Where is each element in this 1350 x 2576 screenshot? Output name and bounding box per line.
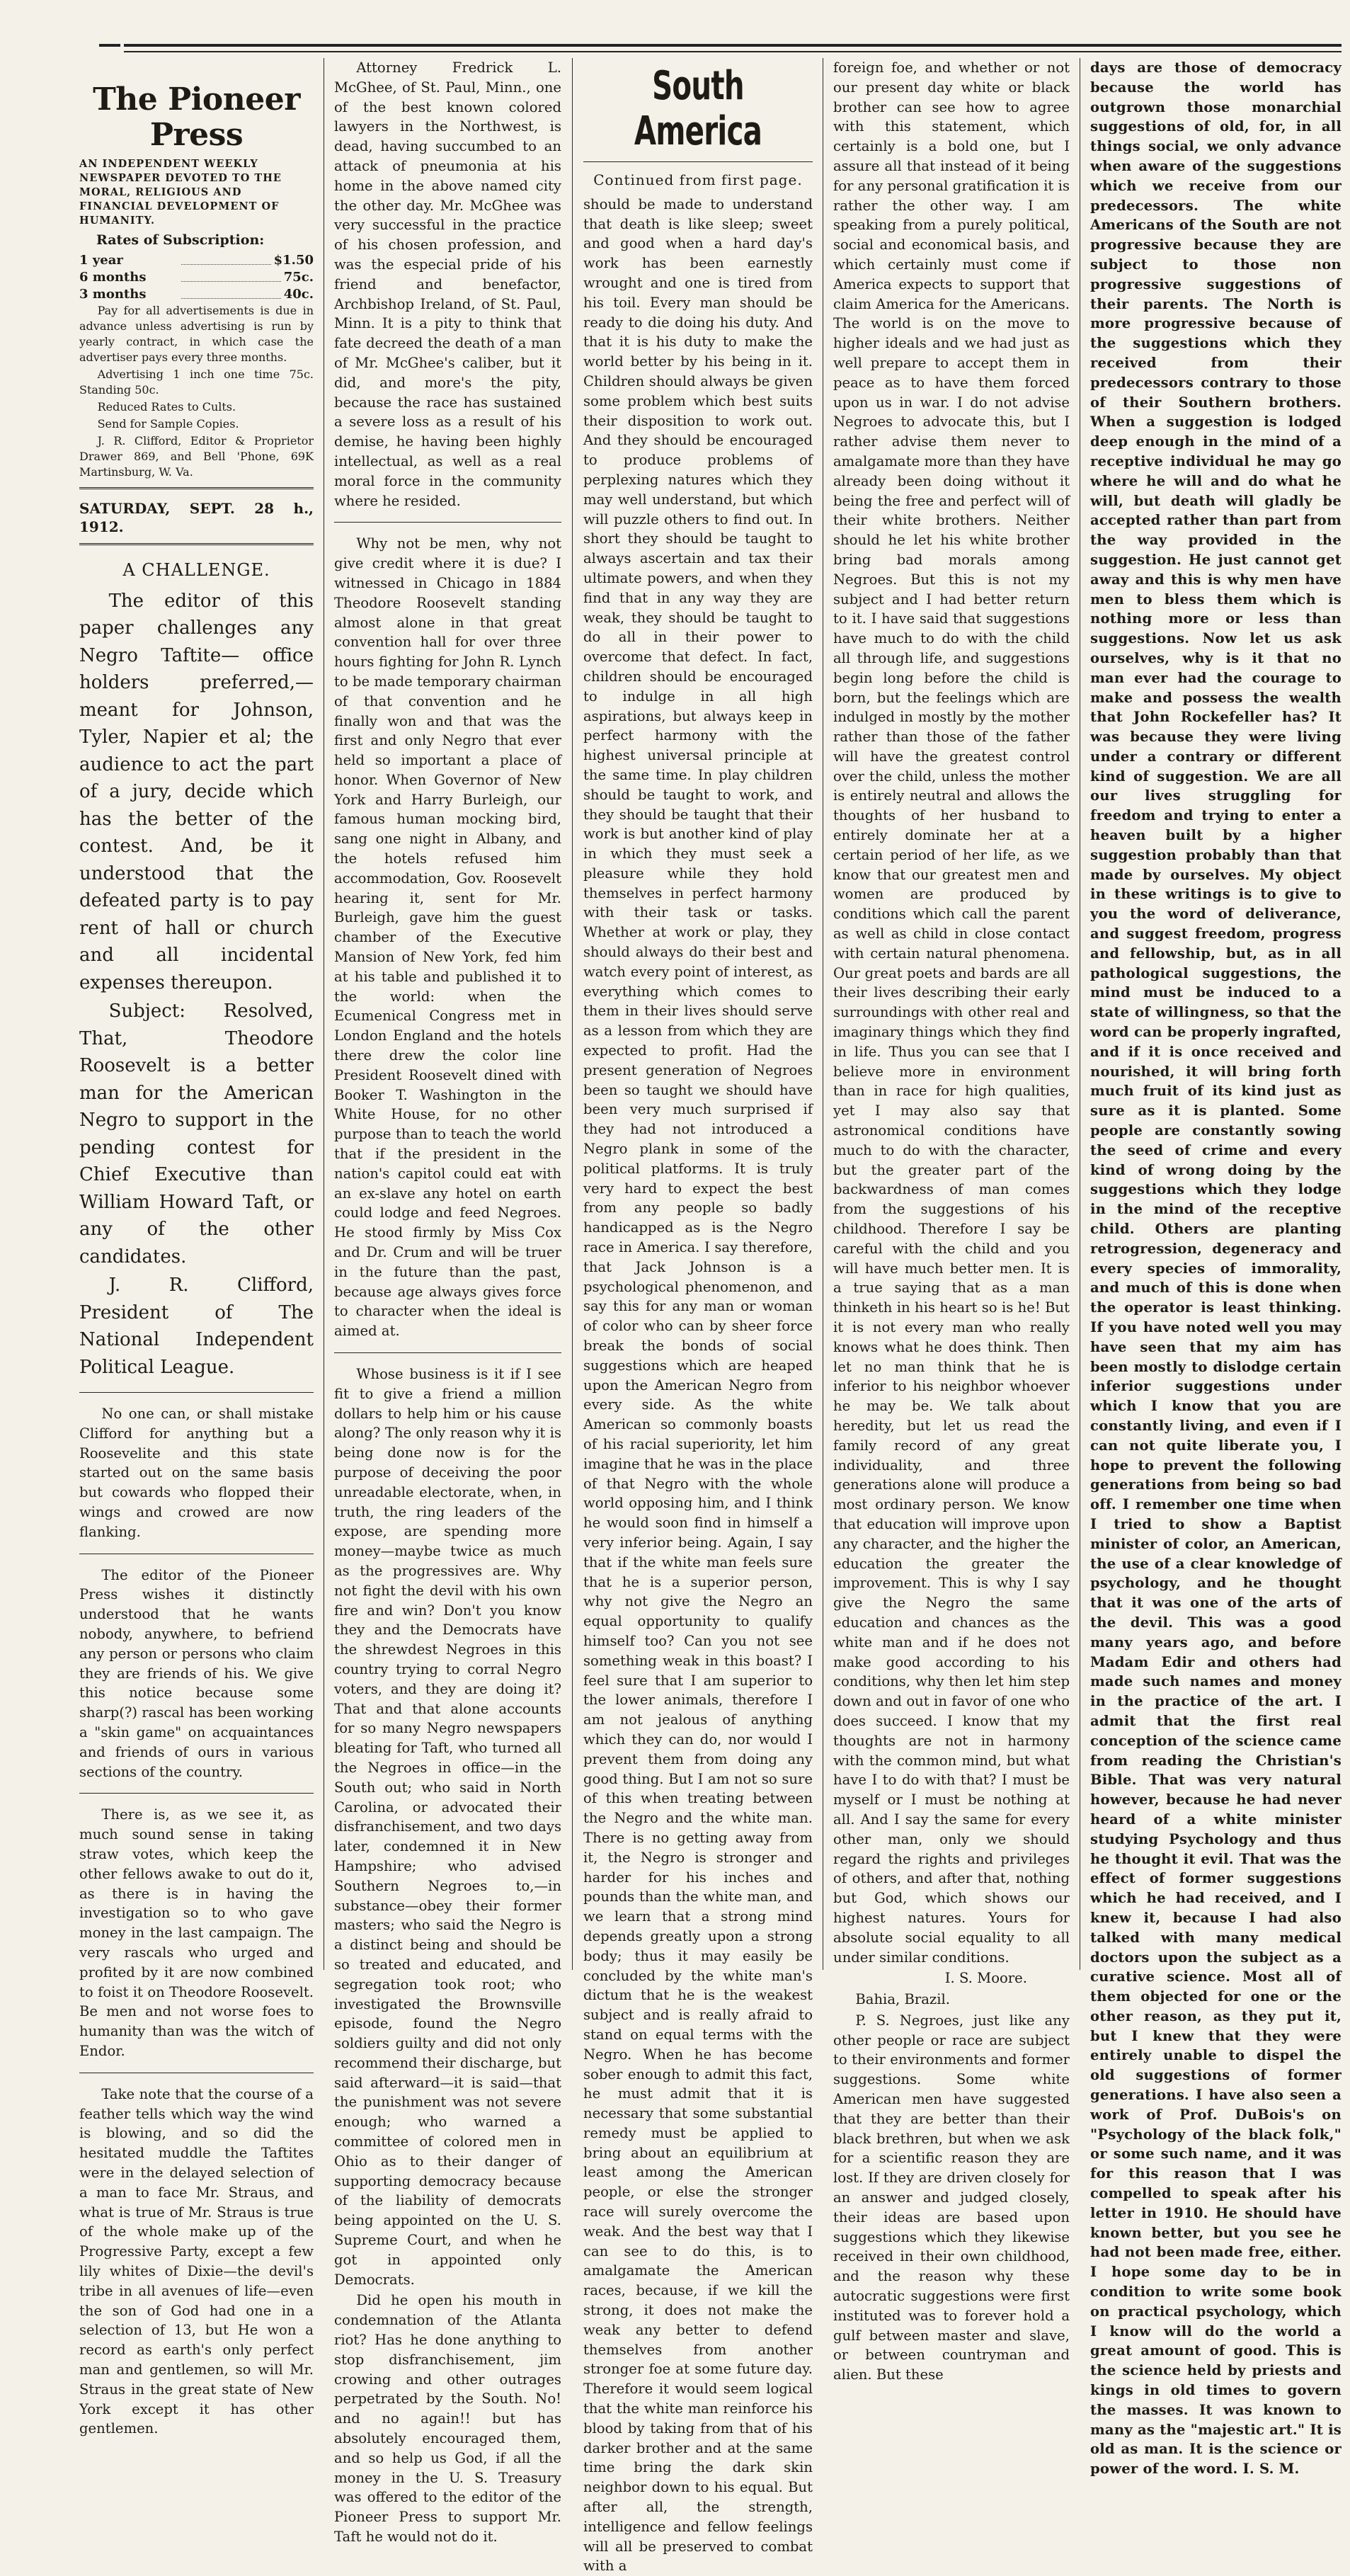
divider (583, 161, 813, 162)
divider (79, 487, 314, 492)
article-paragraph: The editor of the Pioneer Press wishes it distinctly understood that he wants nobody, anywhere, to befriend any person or persons who claim they are friends of his. We give this notice because some sharp(?) rascal has been working a "skin game" on acquaintances and friends of ours in various sections of the country. (79, 1566, 314, 1780)
column-5 (1082, 58, 1350, 2478)
challenge-paragraph: The editor of this paper challenges any Negro Taftite— office holders preferred,—meant for Johnson, Tyler, Napier et al; the audience to act the part of a jury, decide which has the better of the contest. And, be it understood that the defeated party is to pay rent of hall or church and all incidental expenses thereupon. (79, 590, 314, 993)
rate-row: 6 months 75c. (79, 269, 314, 285)
rate-row: 3 months 40c. (79, 286, 314, 302)
column-3 (575, 58, 821, 2575)
masthead-title: The Pioneer Press (93, 81, 300, 153)
article-paragraph: Attorney Fredrick L. McGhee, of St. Paul, Minn., one of the best known colored lawyers in the Northwest, is dead, having succumbed to an attack of pneumonia at his home in the above named city the other day. Mr. McGhee was very successful in the practice of his chosen profession, and was the especial pride of his friend and benefactor, Archbishop Ireland, of St. Paul, Minn. It is a pity to think that fate decreed the death of a man of Mr. McGhee's caliber, but it did, and more's the pity, because the race has sustained a severe loss as a result of his demise, he having been highly intellectual, as well as a real moral force in the community where he resided. (334, 59, 561, 509)
continued-note: Continued from first page. (593, 171, 803, 188)
divider (79, 543, 314, 548)
masthead-subtitle: AN INDEPENDENT WEEKLY NEWSPAPER DEVOTED TO THE MORAL, RELIGIOUS AND FINANCIAL DEVELOPMENT OF HUMANITY. (79, 158, 282, 227)
article-paragraph: foreign foe, and whether or not our present day white or black brother can see how to agree with this statement, which certainly is a bold one, but I assure all that instead of it being for any personal gratification it is rather the other way. I am speaking from a purely political, social and economical basis, and which certainly must come if America expects to support that claim America for the Americans. The world is on the move to higher ideals and we had just as well prepare to accept them in peace as to have them forced upon us in war. I do not advise Negroes to advocate this, but I rather advise them never to amalgamate more than they have already been doing without it being the free and perfect will of their white brothers. Neither should he let his white brother bring bad morals among Negroes. But this is not my subject and I had better return to it. I have said that suggestions have much to do with the child all through life, and suggestions begin long before the child is born, but the feelings which are indulged in mostly by the mother rather than those of the father will have the greatest control over the child, unless the mother is entirely neutral and allows the thoughts of her husband to entirely dominate her at a certain period of her life, as we know that our greatest men and women are produced by conditions which call the parent as well as child in close contact with certain natural phenomena. Our great poets and bards are all their lives describing their early surroundings with other real and imaginary things which they find in life. Thus you can see that I believe more in environment than in race for high qualities, yet I may also say that astronomical conditions have much to do with the character, but the greater part of the backwardness of man comes from the suggestions of his childhood. Therefore I say be careful with the child and you will have much better men. It is a true saying that as a man thinketh in his heart so is he! But it is not every man who really knows what he does think. Then let no man think that he is inferior to his neighbor whoever he may be. We talk about heredity, but let us read the family record of any great individuality, and three generations alone will produce a most ordinary person. We know that education will improve upon any character, and the higher the education the greater the improvement. This is why I say give the Negro the same education and chances as the white man and if he does not make good according to his conditions, why then let him step down and out in favor of one who does succeed. I know that my thoughts are not in harmony with the common mind, but what have I to do with that? I must be myself or I must be nothing at all. And I say the same for every other man, only we should regard the rights and privileges of others, and after that, nothing but God, which shows our highest natures. Yours for absolute social equality to all under similar conditions. (833, 59, 1070, 1966)
challenge-heading: A CHALLENGE. (122, 559, 270, 580)
dateline: SATURDAY, SEPT. 28 h., 1912. (79, 499, 314, 535)
column-4 (825, 58, 1078, 2383)
article-paragraph: Why not be men, why not give credit where it is due? I witnessed in Chicago in 1884 Theodore Roosevelt standing almost alone in that great convention hall for over three hours fighting for John R. Lynch to be made temporary chairman of that convention and he finally won and that was the first and only Negro that ever held so important a place of honor. When Governor of New York and Harry Burleigh, our famous human mocking bird, sang one night in Albany, and the hotels refused him accommodation, Gov. Roosevelt hearing it, sent for Mr. Burleigh, gave him the guest chamber of the Executive Mansion of New York, fed him at his table and published it to the world: when the Ecumenical Congress met in London England and the hotels there drew the color line President Roosevelt dined with Booker T. Washington in the White House, for no other purpose than to teach the world that if the president in the nation's capitol could eat with an ex-slave any hotel on earth could lodge and feed Negroes. He stood firmly by Miss Cox and Dr. Crum and will be truer in the future than the past, because age always gives force to character when the ideal is aimed at. (334, 535, 561, 1340)
article-paragraph: Did he open his mouth in condemnation of the Atlanta riot? Has he done anything to stop disfranchisement, jim crowing and other outrages perpetrated by the South. No! and no again!! but has absolutely encouraged them, and so help us God, if all the money in the U. S. Treasury was offered to the editor of the Pioneer Press to support Mr. Taft he would not do it. (334, 2292, 561, 2546)
divider (79, 1392, 314, 1393)
article-signature: I. S. Moore. (944, 1970, 1027, 1987)
rates-heading: Rates of Subscription: (96, 232, 265, 248)
top-dash-rule (99, 44, 120, 51)
rate-row: 1 year $1.50 (79, 252, 314, 268)
article-paragraph: days are those of democracy because the world has outgrown those monarchial suggestions of old, for, in all things social, we only advance when aware of the suggestions which we receive from our predecessors. The white Americans of the South are not progressive because they are subject to those non progressive suggestions of their parents. The North is more progressive because of the suggestions which they received from their predecessors contrary to those of their Southern brothers. When a suggestion is lodged deep enough in the mind of a receptive individual he may go where he will and do what he will, but death will gladly be accepted rather than part from the way provided in the suggestion. He just cannot get away and this is why men have men to bless them which is nothing more or less than suggestions. Now let us ask ourselves, why is it that no man ever had the courage to make and possess the wealth that John Rockefeller has? It was because they were living under a contrary or different kind of suggestion. We are all our lives struggling for freedom and trying to enter a heaven built by a higher suggestion probably than that made by ourselves. My object in these writings is to give to you the word of deliverance, and suggest freedom, progress and fellowship, but, as in all pathological suggestions, the mind must be induced to a state of willingness, so that the word can be properly ingrafted, and if it is once received and nourished, it will bring forth much fruit of its kind just as sure as it is planted. Some people are constantly sowing the seed of crime and every kind of wrong doing by the suggestions which they lodge in the mind of the receptive child. Others are planting retrogression, degeneracy and every species of immorality, and much of this is done when the operator is least thinking. If you have noted well you may have seen that my aim has been mostly to dislodge certain inferior suggestions under which I know that you are constantly living, and even if I can not quite liberate you, I hope to prevent the following generations from being so bad off. I remember one time when I tried to show a Baptist minister of color, an American, the use of a clear knowledge of psychology, and he thought that it was one of the arts of the devil. This was a good many years ago, and before Madam Edir and others had made such names and money in the practice of the art. I admit that the first real conception of the science came from reading the Christian's Bible. That was very natural however, because he had never heard of a white minister studying Psychology and thus he thought it evil. That was the effect of former suggestions which he had received, and I knew it, because I had also talked with many medical doctors upon the subject as a curative science. Most all of them objected for one or the other reason, as they put it, but I knew that they were entirely unable to dispel the old suggestions of former generations. I have also seen a work of Prof. DuBois's on "Psychology of the black folk," or some such name, and it was for this reason that I was compelled to speak after his letter in 1910. He should have known better, but you see he had not been made free, either. I hope some day to be in condition to write some book on practical psychology, which I know will do the world a great amount of good. This is the science held by priests and kings in old times to govern the masses. It was known to many as the "majestic art." It is old as man. It is the science or power of the word. I. S. M. (1090, 59, 1342, 2478)
top-double-rule (124, 44, 1342, 52)
masthead-note: Send for Sample Copies. (97, 416, 239, 431)
masthead-note: Reduced Rates to Cults. (97, 399, 236, 414)
article-paragraph: No one can, or shall mistake Clifford for anything but a Roosevelite and this state started out on the same basis but cowards who flopped their wings and crowed are now flanking. (79, 1406, 314, 1540)
article-title: South America (634, 63, 762, 154)
masthead-note: Advertising 1 inch one time 75c. Standing 50c. (79, 367, 314, 397)
article-paragraph: There is, as we see it, as much sound sense in taking straw votes, which keep the other fellows awake to out do it, as there is in having the investigation so to who gave money in the last campaign. The very rascals who urged and profited by it are now combined to foist it on Theodore Roosevelt. Be men and not worse foes to humanity than was the witch of Endor. (79, 1806, 314, 2059)
divider (334, 1352, 561, 1353)
column-2 (326, 58, 570, 2546)
challenge-paragraph: Subject: Resolved, That, Theodore Roosevelt is a better man for the American Negro to support in the pending contest for Chief Executive than William Howard Taft, or any of the other candidates. (79, 1001, 314, 1267)
article-paragraph: should be made to understand that death is like sleep; sweet and good when a hard day's work has been earnestly wrought and one is tired from his toil. Every man should be ready to die doing his duty. And that it is his duty to make the world better by his being in it. Children should always be given some problem which best suits their disposition to work out. And they should be encouraged to produce problems of perplexing natures which they may well understand, but which will puzzle others to find out. In short they should be taught to always ascertain and tax their ultimate powers, and when they find that in any way they are weak, they should be taught to do all in their power to overcome that defect. In fact, children should be encouraged to indulge in all high aspirations, but always keep in perfect harmony with the highest universal principle at the same time. In play children should be taught to work, and they should be taught that their work is but another kind of play in which they must seek a pleasure while they hold themselves in perfect harmony with their task or tasks. Whether at work or play, they should always do their best and watch every point of interest, as everything which comes to them in their lives should serve as a lesson from which they are expected to profit. Had the present generation of Negroes been so taught we should have been very much surprised if they had not introduced a Negro plank in some of the political platforms. It is truly very hard to expect the best from any people so badly handicapped as is the Negro race in America. I say therefore, that Jack Johnson is a psychological phenomenon, and say this for any man or woman of color who can by sheer force break the bonds of social suggestions which are heaped upon the American Negro from every side. As the white American so commonly boasts of his racial superiority, let him imagine that he was in the place of that Negro with the whole world opposing him, and I think he would soon find in himself a very inferior being. Again, I say that if the white man feels sure that he is a superior person, why not give the Negro an equal opportunity to qualify himself too? Can you not see something weak in this boast? I feel sure that I am superior to the lower animals, therefore I am not jealous of anything which they can do, nor would I prevent them from doing any good thing. But I am not so sure of this when treating between the Negro and the white man. There is no getting away from it, the Negro is stronger and harder for his inches and pounds than the white man, and we learn that a strong mind depends greatly upon a strong body; thus it may easily be concluded by the white man's dictum that he is the weakest subject and is really afraid to stand on equal terms with the Negro. When he has become sober enough to admit this fact, he must admit that it is necessary that some substantial remedy must be applied to bring about an equilibrium at least among the American people, or else the stronger race will surely overcome the weak. And the best way that I can see to do this, is to amalgamate the American races, because, if we kill the strong, it does not make the weak any better to defend themselves from another stronger foe at some future day. Therefore it would seem logical that the white man reinforce his blood by taking from that of his darker brother and at the same time bring the dark skin neighbor down to his equal. But after all, the strength, intelligence and fellow feelings will all be preserved to combat with a (583, 195, 813, 2575)
article-paragraph: Whose business is it if I see fit to give a friend a million dollars to help him or his cause along? The only reason why it is being done now is for the purpose of deceiving the poor unreadable electorate, when, in truth, the ring leaders of the expose, are spending more money—maybe twice as much as the progressives are. Why not fight the devil with his own fire and win? Don't you know they and the Democrats have the shrewdest Negroes in this country trying to corral Negro voters, and they are doing it? That and that alone accounts for so many Negro newspapers bleating for Taft, who turned all the Negroes in office—in the South out; who said in North Carolina, or advocated their disfranchisement, and two days later, condemned it in New Hampshire; who advised Southern Negroes to,—in substance—obey their former masters; who said the Negro is a distinct being and should be so treated and educated, and segregation took root; who investigated the Brownsville episode, found the Negro soldiers guilty and did not only recommend their discharge, but said afterward—it is said—that the punishment was not severe enough; who warned a committee of colored men in Ohio as to their danger of supporting democracy because of the liability of democrats being appointed on the U. S. Supreme Court, and when he got in appointed only Democrats. (334, 1366, 561, 2288)
article-location: Bahia, Brazil. (855, 1991, 950, 2008)
divider (334, 522, 561, 523)
masthead-editor: J. R. Clifford, Editor & Proprietor Drawer 869, and Bell 'Phone, 69K Martinsburg, W. Va. (79, 433, 314, 479)
challenge-signature: J. R. Clifford, President of The National Independent Political League. (79, 1275, 314, 1378)
divider (79, 1793, 314, 1794)
column-1 (71, 58, 322, 2437)
column-rule (572, 58, 573, 1970)
article-paragraph: P. S. Negroes, just like any other people or race are subject to their environments and former suggestions. Some white American men have suggested that they are better than their black brethren, but when we ask for a scientific reason they are lost. If they are driven closely for an answer and judged closely, their ideas are based upon suggestions which they likewise received in their own childhood, and the reason why these autocratic suggestions were first instituted was to forever hold a gulf between master and slave, or between countryman and alien. But these (833, 2012, 1070, 2383)
article-paragraph: Take note that the course of a feather tells which way the wind is blowing, and so did the hesitated muddle the Taftites were in the delayed selection of a man to face Mr. Straus, and what is true of Mr. Straus is true of the whole make up of the Progressive Party, except a few lily whites of Dixie—the devil's tribe in all avenues of life—even the son of God had one in a selection of 13, but He won a record as earth's only perfect man and gentlemen, so will Mr. Straus in the great state of New York except it has other gentlemen. (79, 2085, 314, 2437)
masthead-note: Pay for all advertisements is due in advance unless advertising is run by yearly contract, in which case the advertiser pays every three months. (79, 303, 314, 364)
